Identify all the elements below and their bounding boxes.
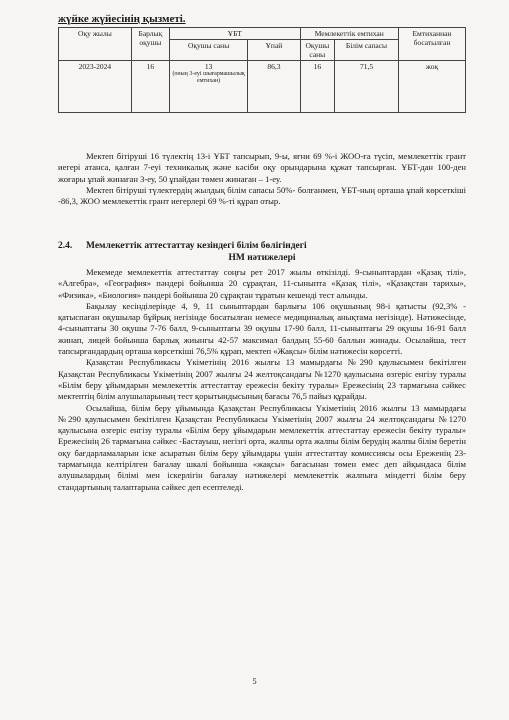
cell-score: 86,3 <box>248 61 300 113</box>
cell-exam-count: 16 <box>300 61 334 113</box>
header-ubt-score: Ұпай <box>248 40 300 61</box>
cell-year: 2023-2024 <box>59 61 132 113</box>
cell-exempt: жоқ <box>398 61 465 113</box>
continued-heading: жүйке жүйесінің қызметі. <box>58 13 186 25</box>
cell-ubt-note: (оның 3-еуі шығармашылық емтихан) <box>172 71 245 84</box>
paragraph-5: Қазақстан Республикасы Үкіметінің 2016 жылғы 13 мамырдағы №290 қаулысымен бекітілген Қазақстан Республикасы Үкіметінің 2007 жылғы 24 желтоқсандағы №1270 қаулысына өзгеріс енгізу туралы «Білім беру ұйымдарын мемлекеттік аттестаттау ережесін бекіту туралы» Ережесінің 23 тармағына сәйкес мектептің білім алушыларының тест қорытындысының бағасы 76,5 пайыз құрайды. <box>58 357 466 402</box>
cell-ubt-count <box>169 61 247 113</box>
page-number: 5 <box>252 676 257 686</box>
cell-quality: 71,5 <box>335 61 399 113</box>
table-row <box>59 61 466 113</box>
cell-total: 16 <box>131 61 169 113</box>
paragraph-2: Мектеп бітіруші түлектердің жылдық білім сапасы 50%- болғанмен, ҰБТ-ның орташа ұпай көрсеткіші -86,3, ЖОО мемлекеттік грант иегерлері 69 %-ті құрап отыр. <box>58 184 466 207</box>
header-ubt-students: Оқушы саны <box>169 40 247 61</box>
paragraph-graduates <box>58 151 466 207</box>
section-title-line2: НМ нәтижелері <box>228 253 296 263</box>
header-ubt: ҰБТ <box>169 28 300 40</box>
paragraph-1: Мектеп бітіруші 16 түлектің 13-і ҰБТ тапсырып, 9-ы, яғни 69 %-і ЖОО-ға түсіп, мемлекеттік грант иегері атанса, қалған 7-еуі техникалық және кәсіби оқу орындарына құжат тапсырған. ҰБТ-дан 100-ден жоғары ұпай жинаған 3-еу, 50 ұпайдан төмен жинаған – 1-еу. <box>58 151 466 184</box>
header-exam-students: Оқушы саны <box>300 40 334 61</box>
paragraph-6: Осылайша, білім беру ұйымында Қазақстан Республикасы Үкіметінің 2016 жылғы 13 мамырдағы №290 қаулысымен бекітілген Қазақстан Республикасы Үкіметінің 2007 жылғы 24 желтоқсандағы №1270 қаулысына өзгеріс енгізу туралы «Білім беру ұйымдарын мемлекеттік аттестаттау ережесін бекіту туралы» Ережесінің 26 тармағына сәйкес -Бастауыш, негізгі орта, жалпы орта жалпы білім берудің жалпы білім беретін оқу бағдарламаларын іске асыратын білім беру ұйымдары үшін аттестаттау комиссиясы осы Ереженің 23-тармағында келтірілген бағалау шкалі бойынша «жақсы» бағасынан төмен емес деп айқындаса білім алушылардың білімі мен іскерлігін бағалау нәтижелері мемлекеттік жалпыға міндетті білім беру стандартының талаптарына сәйкес деп есептеледі. <box>58 402 466 492</box>
header-state-exam: Мемлекеттік емтихан <box>300 28 398 40</box>
table-header-row <box>59 28 466 40</box>
header-year: Оқу жылы <box>59 28 132 61</box>
header-total-students: Барлық оқушы <box>131 28 169 61</box>
cell-ubt-count-value: 13 <box>204 62 213 71</box>
section-heading <box>58 240 466 264</box>
paragraph-3: Мекемеде мемлекеттік аттестаттау соңғы рет 2017 жылы өткізілді. 9-сыныптардан «Қазақ тілі», «Алгебра», «География» пәндері бойынша 20 сұрақтан, 11-сыныпта «Қазақ тілі», «Қазақстан тарихы», «Физика», «Биология» пәндері бойынша 20 сұрақтан тұратын кешенді тест алынды. <box>58 267 466 300</box>
header-quality: Білім сапасы <box>335 40 399 61</box>
paragraph-4: Бақылау кесінділерінде 4, 9, 11 сыныптардан барлығы 106 оқушының 98-і қатысты (92,3% - қатыспаған оқушылар бұйрық негізінде босатылған немесе медициналық анықтама негізінде). Нәтижесінде, 4-сыныптағы 30 оқушы 7-76 балл, 9-сыныптағы 39 оқушы 17-90 балл, 11-сыныптағы 29 оқушы 16-91 балл жинап, лицей бойынша барлық жиынгы 42-57 максимал балдың 55-60 баллын жинады. Осылайша, тест тапсырғандардың орташа көрсеткіші 76,5% құрап, мектеп «Жақсы» білім нәтижесін көрсетті. <box>58 300 466 357</box>
paragraph-body <box>58 267 466 493</box>
section-number: 2.4. <box>58 241 73 251</box>
header-exempt: Емтиханнан босатылған <box>398 28 465 61</box>
exam-results-table <box>58 27 466 113</box>
section-title-line1: Мемлекеттік аттестаттау кезіндегі білім бөлігіндегі <box>86 241 307 251</box>
